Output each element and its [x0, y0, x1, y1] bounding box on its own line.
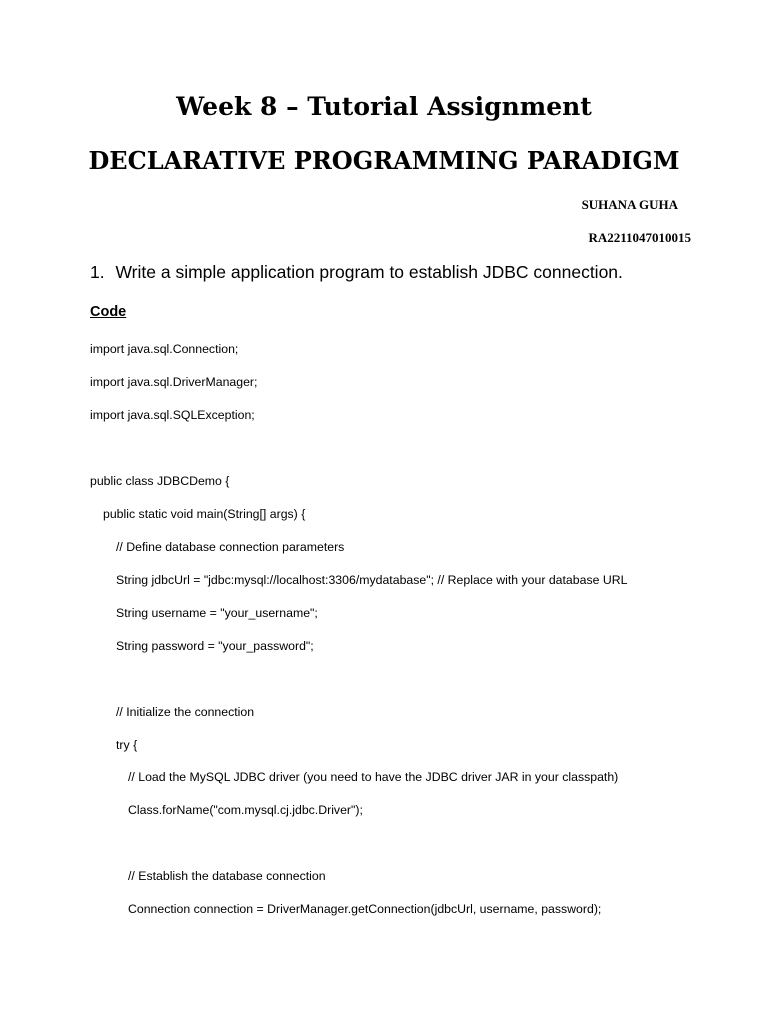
code-line: public class JDBCDemo { [90, 474, 230, 488]
code-line: String password = "your_password"; [116, 639, 314, 653]
code-heading: Code [90, 304, 127, 320]
register-number: RA2211047010015 [588, 230, 691, 245]
code-line: // Load the MySQL JDBC driver (you need to have the JDBC driver JAR in your classpath) [128, 770, 619, 784]
code-line: String username = "your_username"; [116, 606, 318, 620]
code-line: Class.forName("com.mysql.cj.jdbc.Driver"); [128, 803, 363, 817]
code-line: String jdbcUrl = "jdbc:mysql://localhost:3306/mydatabase"; // Replace with your database URL [116, 573, 628, 587]
document-title: Week 8 – Tutorial Assignment [176, 92, 592, 121]
code-line: public static void main(String[] args) { [103, 507, 306, 521]
code-line: import java.sql.Connection; [90, 342, 239, 356]
code-line: // Define database connection parameters [116, 540, 345, 554]
code-line: import java.sql.SQLException; [90, 408, 255, 422]
code-line: // Initialize the connection [116, 705, 255, 719]
document-subtitle: DECLARATIVE PROGRAMMING PARADIGM [88, 146, 680, 175]
code-line: try { [116, 738, 138, 752]
code-line: import java.sql.DriverManager; [90, 375, 258, 389]
question-text: Write a simple application program to establish JDBC connection. [115, 262, 623, 282]
author-name: SUHANA GUHA [581, 197, 678, 212]
code-line: // Establish the database connection [128, 869, 326, 883]
question-number: 1. [90, 262, 105, 282]
code-line: Connection connection = DriverManager.getConnection(jdbcUrl, username, password); [128, 902, 602, 916]
